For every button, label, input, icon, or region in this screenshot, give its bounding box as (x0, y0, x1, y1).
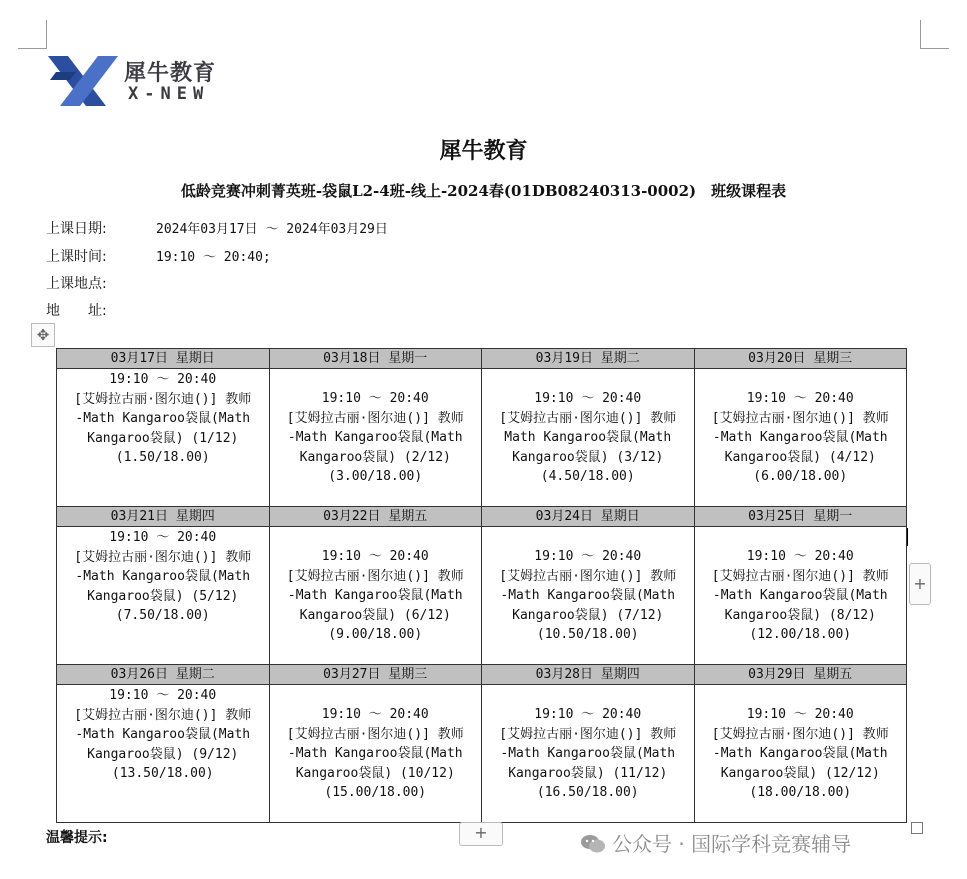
lesson-line3: Kangaroo袋鼠) (7/12) (512, 607, 664, 623)
lesson-line3: Kangaroo袋鼠) (1/12) (87, 430, 239, 446)
lesson-line1: [艾姆拉古丽·图尔迪()] 教师 (711, 410, 889, 426)
info-time-row (46, 246, 271, 266)
schedule-date-header[interactable]: 03月27日 星期三 (269, 665, 482, 685)
schedule-lesson-row (57, 527, 907, 665)
logo-name-cn: 犀牛教育 (124, 61, 217, 86)
lesson-hours: (16.50/18.00) (536, 785, 639, 800)
lesson-hours: (4.50/18.00) (540, 469, 635, 484)
lesson-line3: Kangaroo袋鼠) (9/12) (87, 746, 239, 762)
lesson-line2: -Math Kangaroo袋鼠(Math (712, 746, 888, 761)
info-date-value: 2024年03月17日 ～ 2024年03月29日 (156, 222, 388, 237)
lesson-line2: Math Kangaroo袋鼠(Math (504, 430, 672, 445)
add-row-button[interactable] (459, 822, 503, 846)
lesson-time: 19:10 ～ 20:40 (321, 549, 429, 564)
schedule-lesson-cell[interactable] (482, 685, 695, 823)
lesson-hours: (3.00/18.00) (328, 469, 423, 484)
table-resize-handle[interactable] (911, 822, 923, 834)
tip-label: 温馨提示: (46, 830, 108, 846)
schedule-date-header[interactable]: 03月17日 星期日 (57, 349, 270, 369)
info-address-label: 地 址: (46, 303, 107, 319)
plus-icon: + (913, 574, 927, 593)
schedule-header-row (57, 349, 907, 369)
lesson-time: 19:10 ～ 20:40 (109, 688, 217, 703)
lesson-time: 19:10 ～ 20:40 (321, 391, 429, 406)
lesson-time: 19:10 ～ 20:40 (109, 372, 217, 387)
info-time-value: 19:10 ～ 20:40; (156, 250, 271, 265)
move-arrows-icon: ✥ (36, 326, 50, 344)
schedule-lesson-cell[interactable] (269, 369, 482, 507)
lesson-line2: -Math Kangaroo袋鼠(Math (75, 411, 251, 426)
schedule-date-header[interactable]: 03月25日 星期一 (694, 507, 907, 527)
document-subtitle: 低龄竞赛冲刺菁英班-袋鼠L2-4班-线上-2024春(01DB08240313-0002) 班级课程表 (180, 182, 787, 200)
logo-name-en: X-NEW (128, 84, 210, 104)
lesson-line2: -Math Kangaroo袋鼠(Math (500, 588, 676, 603)
info-date-row (46, 218, 388, 238)
lesson-line2: -Math Kangaroo袋鼠(Math (75, 569, 251, 584)
lesson-line1: [艾姆拉古丽·图尔迪()] 教师 (286, 726, 464, 742)
info-place-row (46, 273, 156, 293)
schedule-date-header[interactable]: 03月22日 星期五 (269, 507, 482, 527)
schedule-lesson-row (57, 685, 907, 823)
schedule-date-header[interactable]: 03月26日 星期二 (57, 665, 270, 685)
lesson-hours: (18.00/18.00) (749, 785, 852, 800)
lesson-time: 19:10 ～ 20:40 (534, 391, 642, 406)
info-place-label: 上课地点: (46, 276, 107, 292)
lesson-line1: [艾姆拉古丽·图尔迪()] 教师 (499, 410, 677, 426)
lesson-line2: -Math Kangaroo袋鼠(Math (712, 588, 888, 603)
schedule-lesson-cell[interactable] (57, 685, 270, 823)
lesson-line2: -Math Kangaroo袋鼠(Math (500, 746, 676, 761)
logo-x-icon (46, 52, 120, 110)
lesson-hours: (7.50/18.00) (115, 608, 210, 623)
lesson-line2: -Math Kangaroo袋鼠(Math (712, 430, 888, 445)
watermark-text: 公众号 · 国际学科竞赛辅导 (612, 832, 852, 856)
schedule-date-header[interactable]: 03月18日 星期一 (269, 349, 482, 369)
schedule-table (56, 348, 907, 823)
lesson-line1: [艾姆拉古丽·图尔迪()] 教师 (286, 568, 464, 584)
lesson-line3: Kangaroo袋鼠) (8/12) (724, 607, 876, 623)
schedule-lesson-cell[interactable] (482, 369, 695, 507)
schedule-lesson-cell[interactable] (57, 369, 270, 507)
lesson-line3: Kangaroo袋鼠) (3/12) (512, 449, 664, 465)
lesson-line2: -Math Kangaroo袋鼠(Math (287, 588, 463, 603)
schedule-header-row (57, 507, 907, 527)
schedule-date-header[interactable]: 03月19日 星期二 (482, 349, 695, 369)
plus-icon: + (474, 823, 488, 842)
lesson-time: 19:10 ～ 20:40 (534, 549, 642, 564)
schedule-date-header[interactable]: 03月28日 星期四 (482, 665, 695, 685)
schedule-lesson-cell[interactable] (482, 527, 695, 665)
lesson-line3: Kangaroo袋鼠) (10/12) (295, 765, 455, 781)
lesson-time: 19:10 ～ 20:40 (321, 707, 429, 722)
lesson-time: 19:10 ～ 20:40 (746, 391, 854, 406)
schedule-lesson-cell[interactable] (269, 527, 482, 665)
info-date-label: 上课日期: (46, 221, 107, 237)
lesson-hours: (15.00/18.00) (324, 785, 427, 800)
schedule-lesson-cell[interactable] (694, 369, 907, 507)
schedule-lesson-cell[interactable] (269, 685, 482, 823)
lesson-time: 19:10 ～ 20:40 (746, 549, 854, 564)
schedule-date-header[interactable]: 03月20日 星期三 (694, 349, 907, 369)
lesson-line1: [艾姆拉古丽·图尔迪()] 教师 (499, 568, 677, 584)
lesson-line3: Kangaroo袋鼠) (5/12) (87, 588, 239, 604)
schedule-header-row (57, 665, 907, 685)
lesson-time: 19:10 ～ 20:40 (109, 530, 217, 545)
lesson-line3: Kangaroo袋鼠) (11/12) (508, 765, 668, 781)
lesson-line2: -Math Kangaroo袋鼠(Math (75, 727, 251, 742)
lesson-line3: Kangaroo袋鼠) (2/12) (299, 449, 451, 465)
lesson-line3: Kangaroo袋鼠) (12/12) (720, 765, 880, 781)
lesson-line1: [艾姆拉古丽·图尔迪()] 教师 (499, 726, 677, 742)
lesson-hours: (12.00/18.00) (749, 627, 852, 642)
lesson-hours: (10.50/18.00) (536, 627, 639, 642)
lesson-hours: (6.00/18.00) (753, 469, 848, 484)
lesson-hours: (13.50/18.00) (111, 766, 214, 781)
schedule-date-header[interactable]: 03月21日 星期四 (57, 507, 270, 527)
lesson-hours: (9.00/18.00) (328, 627, 423, 642)
add-column-button[interactable] (909, 563, 931, 605)
watermark (580, 828, 851, 857)
page-corner-mark-top-right (920, 20, 949, 49)
page-corner-mark-top-left (18, 20, 47, 49)
schedule-lesson-cell[interactable] (57, 527, 270, 665)
schedule-lesson-cell[interactable] (694, 527, 907, 665)
lesson-line1: [艾姆拉古丽·图尔迪()] 教师 (74, 707, 252, 723)
lesson-line3: Kangaroo袋鼠) (6/12) (299, 607, 451, 623)
document-title: 犀牛教育 (439, 138, 528, 164)
lesson-time: 19:10 ～ 20:40 (746, 707, 854, 722)
lesson-line1: [艾姆拉古丽·图尔迪()] 教师 (286, 410, 464, 426)
schedule-date-header[interactable]: 03月29日 星期五 (694, 665, 907, 685)
info-address-row (46, 300, 156, 320)
lesson-hours: (1.50/18.00) (115, 450, 210, 465)
schedule-lesson-row (57, 369, 907, 507)
wechat-icon (580, 834, 606, 854)
lesson-line1: [艾姆拉古丽·图尔迪()] 教师 (711, 568, 889, 584)
lesson-time: 19:10 ～ 20:40 (534, 707, 642, 722)
schedule-date-header[interactable]: 03月24日 星期日 (482, 507, 695, 527)
lesson-line2: -Math Kangaroo袋鼠(Math (287, 430, 463, 445)
schedule-lesson-cell[interactable] (694, 685, 907, 823)
table-move-handle[interactable] (31, 323, 55, 347)
lesson-line3: Kangaroo袋鼠) (4/12) (724, 449, 876, 465)
text-cursor (907, 528, 908, 546)
info-time-label: 上课时间: (46, 249, 107, 265)
lesson-line1: [艾姆拉古丽·图尔迪()] 教师 (74, 549, 252, 565)
lesson-line2: -Math Kangaroo袋鼠(Math (287, 746, 463, 761)
logo (46, 52, 226, 110)
lesson-line1: [艾姆拉古丽·图尔迪()] 教师 (711, 726, 889, 742)
lesson-line1: [艾姆拉古丽·图尔迪()] 教师 (74, 391, 252, 407)
